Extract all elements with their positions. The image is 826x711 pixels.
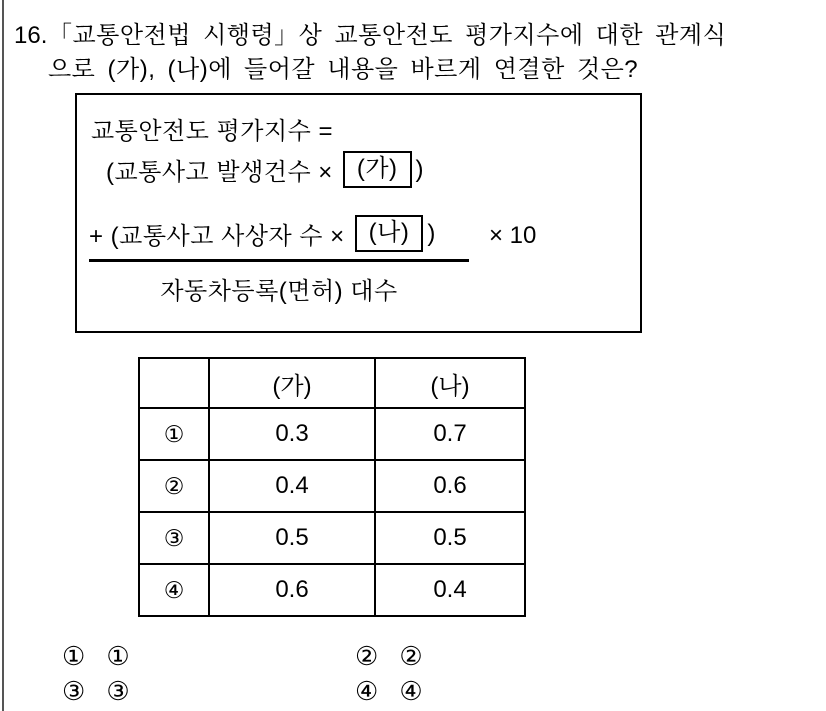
row-ga-value: 0.4 — [209, 460, 375, 512]
numerator2-close-paren: ) — [427, 219, 436, 247]
choice-label: ④ — [399, 676, 423, 706]
row-na-value: 0.7 — [375, 408, 525, 460]
row-na-value: 0.4 — [375, 564, 525, 616]
question-line-1 — [14, 15, 726, 50]
table-row — [139, 564, 525, 616]
choice-marker: ④ — [355, 676, 379, 706]
row-na-value: 0.6 — [375, 460, 525, 512]
table-header-empty — [139, 358, 209, 408]
row-marker: ④ — [139, 564, 209, 616]
choice-label: ② — [399, 641, 423, 671]
table-header-row — [139, 358, 525, 408]
row-marker: ② — [139, 460, 209, 512]
answer-choice-2[interactable] — [355, 641, 423, 672]
choice-marker: ② — [355, 641, 379, 671]
options-table — [138, 357, 526, 617]
row-ga-value: 0.5 — [209, 512, 375, 564]
choice-label: ① — [106, 641, 130, 671]
numerator1-close-paren: ) — [415, 155, 424, 183]
row-ga-value: 0.6 — [209, 564, 375, 616]
question-text-line2: 으로 (가), (나)에 들어갈 내용을 바르게 연결한 것은? — [48, 56, 639, 83]
row-ga-value: 0.3 — [209, 408, 375, 460]
choice-marker: ③ — [62, 676, 86, 706]
answer-choice-1[interactable] — [62, 641, 130, 672]
table-header-ga: (가) — [209, 358, 375, 408]
question-text-line1: 「교통안전법 시행령」상 교통안전도 평가지수에 대한 관계식 — [48, 22, 727, 49]
answer-choice-3[interactable] — [62, 676, 130, 707]
answer-choice-4[interactable] — [355, 676, 423, 707]
formula-multiplier: × 10 — [489, 222, 537, 249]
formula-box — [75, 93, 642, 333]
formula-denominator: 자동차등록(면허) 대수 — [160, 278, 398, 305]
table-row — [139, 512, 525, 564]
blank-ga-box: (가) — [343, 151, 412, 188]
row-marker: ① — [139, 408, 209, 460]
choice-marker: ① — [62, 641, 86, 671]
question-number: 16. — [14, 22, 48, 49]
table-row — [139, 408, 525, 460]
fraction-bar — [89, 259, 469, 262]
table-row — [139, 460, 525, 512]
row-na-value: 0.5 — [375, 512, 525, 564]
column-divider-line — [2, 0, 4, 711]
choice-label: ③ — [106, 676, 130, 706]
formula-numerator-line2 — [89, 215, 436, 252]
numerator2-text: + (교통사고 사상자 수 × — [89, 223, 345, 250]
formula-numerator-line1 — [106, 151, 424, 188]
formula-title: 교통안전도 평가지수 = — [91, 118, 334, 145]
numerator1-text: (교통사고 발생건수 × — [106, 159, 333, 186]
table-header-na: (나) — [375, 358, 525, 408]
row-marker: ③ — [139, 512, 209, 564]
blank-na-box: (나) — [355, 215, 424, 252]
